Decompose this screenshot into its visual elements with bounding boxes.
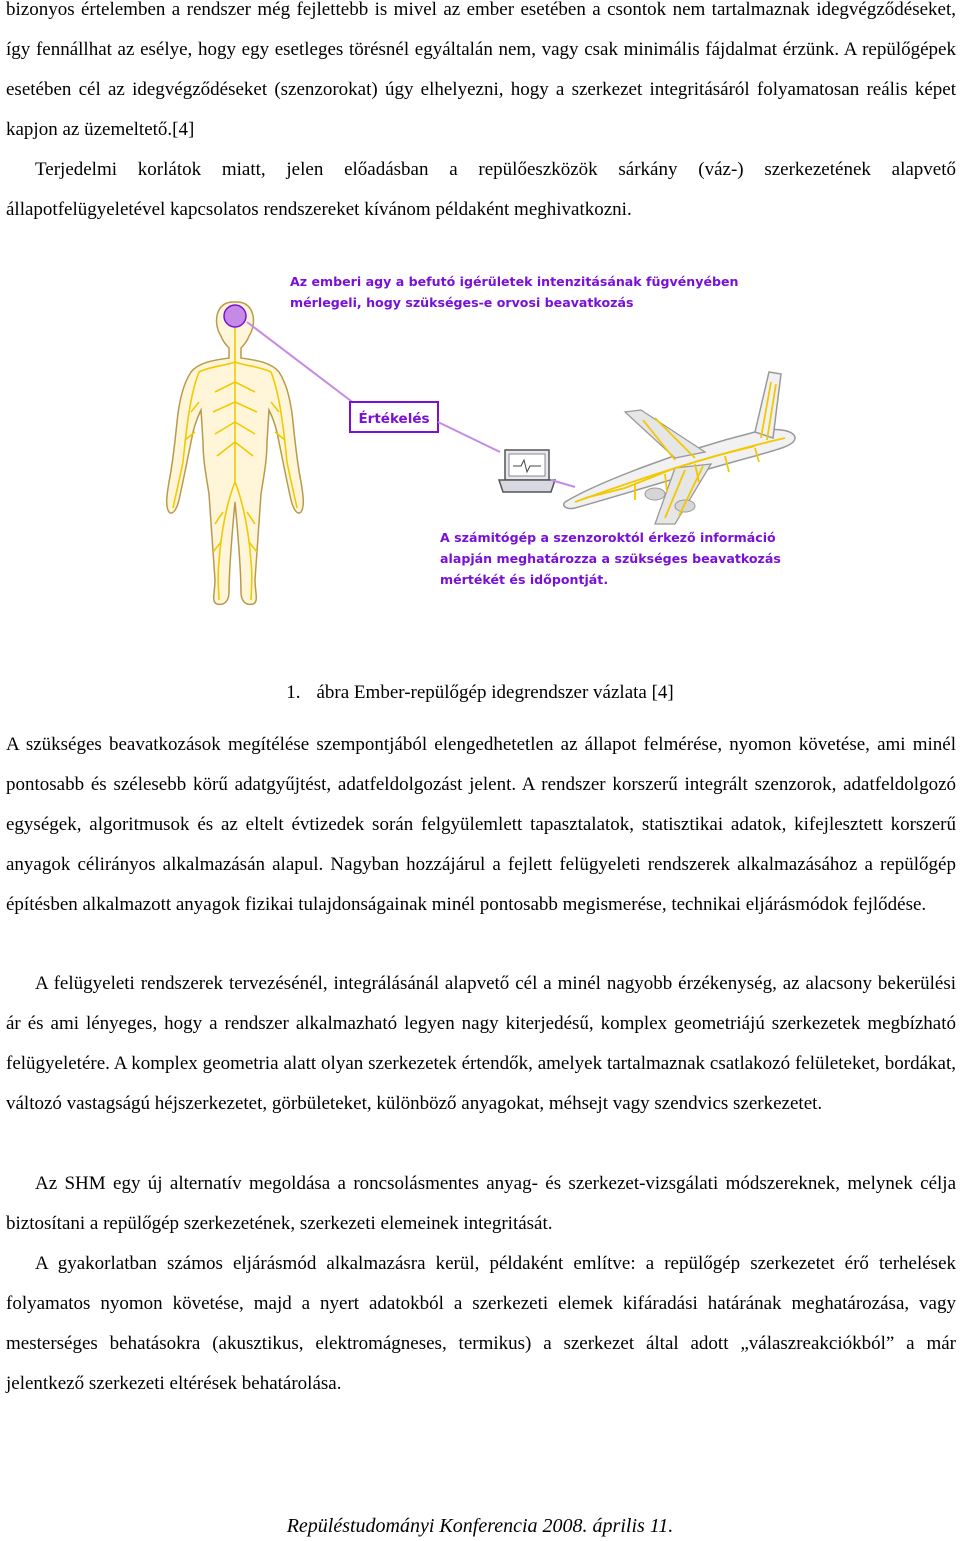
figure-caption-text: ábra Ember-repülőgép idegrendszer vázlata [4] <box>316 682 674 703</box>
figure-caption <box>0 676 960 710</box>
paragraph-intro: bizonyos értelemben a rendszer még fejlettebb is mivel az ember esetében a csontok nem tartalmaznak idegvégződéseket, így fennállhat az esélye, hogy egy esetleges törésnél egyáltalán nem, vagy csak minimális fájdalmat érzünk. A repülőgépek esetében cél az idegvégződéseket (szenzorokat) úgy elhelyezni, hogy a szerkezet integritásáról folyamatosan reális képet kapjon az üzemeltető.[4] <box>6 0 956 140</box>
figure-brain-annotation-line1: Az emberi agy a befutó igérületek intenzitásának fügvényében <box>290 274 739 289</box>
paragraph-shm: Az SHM egy új alternatív megoldása a roncsolásmentes anyag- és szerkezet-vizsgálati módszereknek, melynek célja biztosítani a repülőgép szerkezetének, szerkezeti elemeinek integritását. <box>6 1173 956 1234</box>
figure-caption-number: 1. <box>286 682 301 703</box>
brain-icon <box>224 305 246 327</box>
evaluation-to-computer-connector <box>438 422 500 452</box>
evaluation-box-label: Értékelés <box>358 411 430 427</box>
aircraft-icon <box>564 372 795 524</box>
paragraph-design-goals: A felügyeleti rendszerek tervezésénél, integrálásánál alapvető cél a minél nagyobb érzékenység, az alacsony bekerülési ár és ami lényeges, hogy a rendszer alkalmazható legyen nagy kiterjedésű, komplex geometriájú szerkezetek megbízható felügyeletére. A komplex geometria alatt olyan szerkezetek értendők, amelyek tartalmaznak csatlakozó felületeket, bordákat, változó vastagságú héjszerkezetet, görbületeket, különböző anyagokat, méhsejt vagy szendvics szerkezetet. <box>6 973 956 1114</box>
human-body-icon <box>167 302 304 604</box>
page-footer: Repüléstudományi Konferencia 2008. április 11. <box>286 1515 674 1537</box>
figure-computer-annotation-line1: A számitógép a szenzoroktól érkező információ <box>440 530 776 545</box>
figure-brain-annotation-line2: mérlegeli, hogy szükséges-e orvosi beavatkozás <box>290 295 634 310</box>
laptop-icon <box>499 450 555 492</box>
paragraph-practice: A gyakorlatban számos eljárásmód alkalmazásra kerül, példaként említve: a repülőgép szerkezetet érő terhelések folyamatos nyomon követése, majd a nyert adatokból a szerkezeti elemek kifáradási határának meghatározása, vagy mesterséges behatásokra (akusztikus, elektromágneses, termikus) a szerkezet által adott „válaszreakciókból” a már jelentkező szerkezeti eltérések behatárolása. <box>6 1253 956 1394</box>
paragraph-scope: Terjedelmi korlátok miatt, jelen előadásban a repülőeszközök sárkány (váz-) szerkezetének alapvető állapotfelügyeletével kapcsolatos rendszereket kívánom példaként meghivatkozni. <box>6 159 956 220</box>
paragraph-assessment: A szükséges beavatkozások megítélése szempontjából elengedhetetlen az állapot felmérése, nyomon követése, ami minél pontosabb és szélesebb körű adatgyűjtést, adatfeldolgozást jelent. A rendszer korszerű integrált szenzorok, adatfeldolgozó egységek, algoritmusok és az eltelt évtizedek során felgyülemlett tapasztalatok, statisztikai adatok, kifejlesztett korszerű anyagok célirányos alkalmazásán alapul. Nagyban hozzájárul a fejlett felügyeleti rendszerek alkalmazásához a repülőgép építésben alkalmazott anyagok fizikai tulajdonságainak minél pontosabb megismerése, technikai eljárásmódok fejlődése. <box>6 734 956 915</box>
figure-computer-annotation-line2: alapján meghatározza a szükséges beavatkozás <box>440 551 781 566</box>
figure-computer-annotation-line3: mértékét és időpontját. <box>440 572 609 587</box>
human-aircraft-nervous-system-figure <box>155 262 805 612</box>
